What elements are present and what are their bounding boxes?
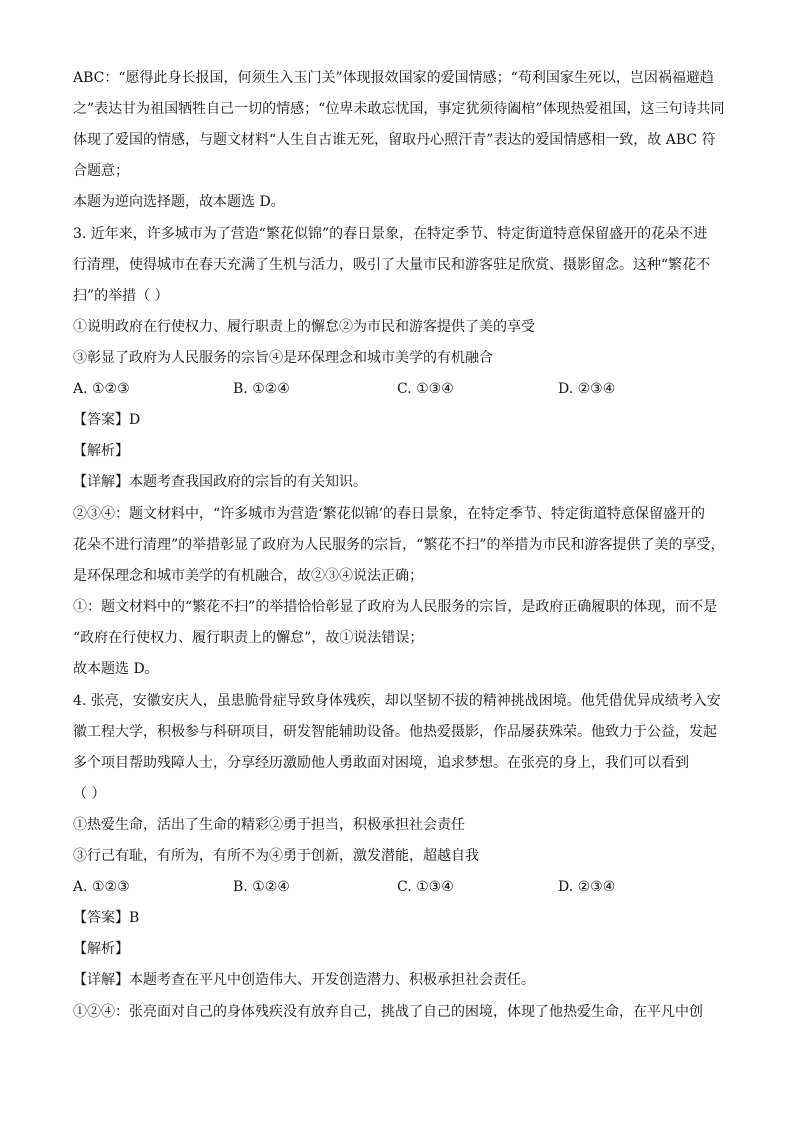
explanation-line: ①②④：张亮面对自己的身体残疾没有放弃自己，挑战了自己的困境，体现了他热爱生命，在平凡中创 [73,1004,703,1020]
analysis-label: 【解析】 [73,443,129,459]
question-3-stem: 3. 近年来，许多城市为了营造“繁花似锦”的春日景象，在特定季节、特定街道特意保留盛开的花朵不进 [73,226,708,242]
question-4-stem: 4. 张亮，安徽安庆人，虽患脆骨症导致身体残疾，却以坚韧不拔的精神挑战困境。他凭借优异成绩考入安 [73,693,721,709]
question-4-statement: ①热爱生命，活出了生命的精彩②勇于担当，积极承担社会责任 [73,817,465,833]
paragraph-line: 本题为逆向选择题，故本题选 D。 [73,194,285,210]
answer-label: 【答案】B [73,910,140,926]
explanation-line: “政府在行使权力、履行职责上的懈怠”，故①说法错误； [73,630,424,646]
explanation-line: 花朵不进行清理”的举措彰显了政府为人民服务的宗旨，“繁花不扫”的举措为市民和游客提供了美的享受， [73,537,725,553]
option-c: C. ①③④ [397,879,454,895]
option-d: D. ②③④ [558,381,616,397]
detail-line: 【详解】本题考查在平凡中创造伟大、开发创造潜力、积极承担社会责任。 [73,972,535,988]
paragraph-line: 之”表达甘为祖国牺牲自己一切的情感；“位卑未敢忘忧国，事定犹须待阖棺”体现热爱祖国，这三句诗共同 [73,101,725,117]
answer-label: 【答案】D [73,412,141,428]
question-4-stem: （ ） [73,786,106,802]
question-4-statement: ③行己有耻，有所为，有所不为④勇于创新，激发潜能，超越自我 [73,848,479,864]
paragraph-line: 合题意； [73,163,129,179]
explanation-line: ②③④：题文材料中，“许多城市为营造‘繁花似锦’的春日景象，在特定季节、特定街道特意保留盛开的 [73,506,706,522]
explanation-line: 故本题选 D。 [73,661,159,677]
explanation-line: ①：题文材料中的“繁花不扫”的举措恰恰彰显了政府为人民服务的宗旨，是政府正确履职的体现，而不是 [73,599,718,615]
question-3-stem: 扫”的举措（ ） [73,288,169,304]
question-3-stem: 行清理，使得城市在春天充满了生机与活力，吸引了大量市民和游客驻足欣赏、摄影留念。这种“繁花不 [73,257,711,273]
option-d: D. ②③④ [558,879,616,895]
option-c: C. ①③④ [397,381,454,397]
option-a: A. ①②③ [73,381,130,397]
question-3-statement: ①说明政府在行使权力、履行职责上的懈怠②为市民和游客提供了美的享受 [73,319,535,335]
option-b: B. ①②④ [233,879,290,895]
paragraph-line: 体现了爱国的情感，与题文材料“人生自古谁无死，留取丹心照汗青”表达的爱国情感相一致，故 ABC 符 [73,132,716,148]
explanation-line: 是环保理念和城市美学的有机融合，故②③④说法正确； [73,568,423,584]
detail-line: 【详解】本题考查我国政府的宗旨的有关知识。 [73,474,367,490]
analysis-label: 【解析】 [73,941,129,957]
option-a: A. ①②③ [73,879,130,895]
question-3-statement: ③彰显了政府为人民服务的宗旨④是环保理念和城市美学的有机融合 [73,350,493,366]
paragraph-line: ABC：“愿得此身长报国，何须生入玉门关”体现报效国家的爱国情感；“苟利国家生死以，岂因祸福避趋 [73,70,714,86]
question-4-stem: 徽工程大学，积极参与科研项目，研发智能辅助设备。他热爱摄影，作品屡获殊荣。他致力于公益，发起 [73,724,717,740]
option-b: B. ①②④ [233,381,290,397]
question-4-stem: 多个项目帮助残障人士，分享经历激励他人勇敢面对困境，追求梦想。在张亮的身上，我们可以看到 [73,755,689,771]
